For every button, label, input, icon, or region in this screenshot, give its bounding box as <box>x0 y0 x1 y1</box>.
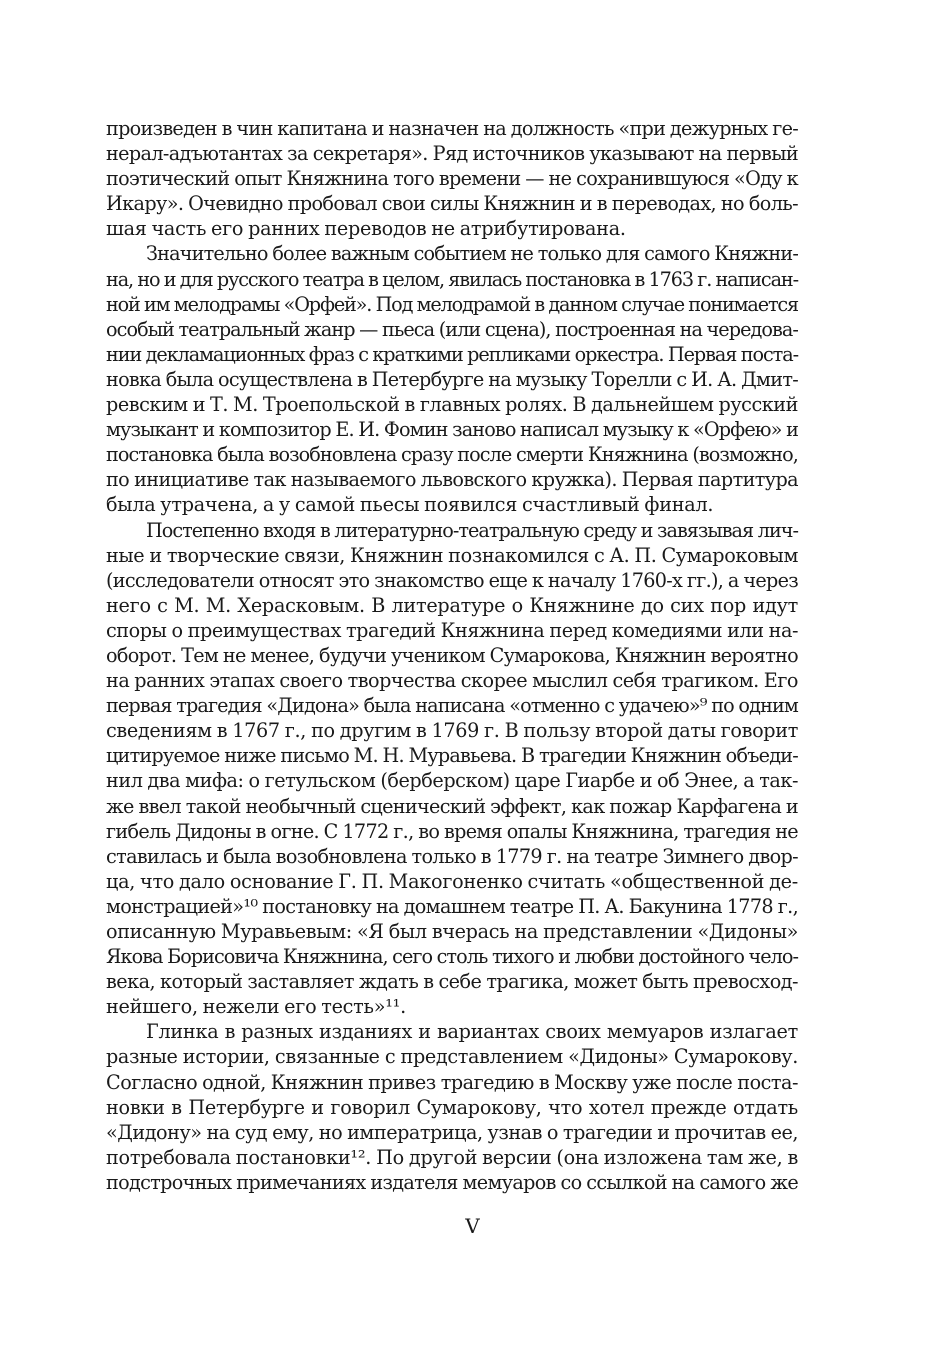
text-line: новки в Петербурге и говорил Сумарокову, что хотел прежде отдать <box>106 1095 798 1119</box>
text-line: первая трагедия «Дидона» была написана «отменно с удачею»⁹ по одним <box>106 694 798 718</box>
page-number: V <box>465 1214 480 1238</box>
text-line: ной им мелодрамы «Орфей». Под мелодрамой в данном случае понимается <box>106 292 798 316</box>
text-line: Икару». Очевидно пробовал свои силы Княжнин и в переводах, но боль- <box>106 192 798 216</box>
text-line: споры о преимуществах трагедий Княжнина перед комедиями или на- <box>106 618 798 642</box>
text-line: Постепенно входя в литературно-театральную среду и завязывая лич- <box>146 518 798 542</box>
text-line: же ввел такой необычный сценический эффект, как пожар Карфагена и <box>106 794 798 818</box>
text-line: на ранних этапах своего творчества скорее мыслил себя трагиком. Его <box>106 669 798 693</box>
text-line: века, который заставляет ждать в себе трагика, может быть превосход- <box>106 970 798 994</box>
text-line: особый театральный жанр — пьеса (или сцена), построенная на чередова- <box>106 317 798 341</box>
text-line: постановка была возобновлена сразу после смерти Княжнина (возможно, <box>106 443 798 467</box>
text-line: ные и творческие связи, Княжнин познакомился с А. П. Сумароковым <box>106 543 798 567</box>
text-line: подстрочных примечаниях издателя мемуаров со ссылкой на самого же <box>106 1170 798 1194</box>
text-line: нил два мифа: о гетульском (берберском) царе Гиарбе и об Энее, а так- <box>106 769 798 793</box>
text-line: Согласно одной, Княжнин привез трагедию в Москву уже после поста- <box>106 1070 798 1094</box>
text-line: по инициативе так называемого львовского кружка). Первая партитура <box>106 468 798 492</box>
text-line: «Дидону» на суд ему, но императрица, узнав о трагедии и прочитав ее, <box>106 1120 798 1144</box>
text-line: цитируемое ниже письмо М. Н. Муравьева. В трагедии Княжнин объеди- <box>106 744 798 768</box>
text-line: (исследователи относят это знакомство еще к началу 1760-х гг.), а через <box>106 568 798 592</box>
text-line: потребовала постановки¹². По другой версии (она изложена там же, в <box>106 1145 798 1169</box>
text-line: Значительно более важным событием не только для самого Княжни- <box>146 242 798 266</box>
paragraph-4 <box>106 1019 798 1195</box>
text-line: ставилась и была возобновлена только в 1779 г. на театре Зимнего двор- <box>106 844 798 868</box>
text-line: ревским и Т. М. Троепольской в главных ролях. В дальнейшем русский <box>106 393 798 417</box>
text-line: гибель Дидоны в огне. С 1772 г., во время опалы Княжнина, трагедия не <box>106 819 798 843</box>
text-line: разные истории, связанные с представлением «Дидоны» Сумарокову. <box>106 1045 798 1069</box>
text-line: нерал-адъютантах за секретаря». Ряд источников указывают на первый <box>106 142 798 166</box>
text-line: новка была осуществлена в Петербурге на музыку Торелли с И. А. Дмит- <box>106 367 798 391</box>
text-line: поэтический опыт Княжнина того времени — не сохранившуюся «Оду к <box>106 167 798 191</box>
text-line: на, но и для русского театра в целом, явилась постановка в 1763 г. написан- <box>106 267 798 291</box>
text-line: была утрачена, а у самой пьесы появился счастливый финал. <box>106 493 714 517</box>
text-line: ца, что дало основание Г. П. Макогоненко считать «общественной де- <box>106 869 798 893</box>
text-line: произведен в чин капитана и назначен на должность «при дежурных ге- <box>106 117 798 140</box>
paragraph-3 <box>106 518 798 1020</box>
text-line: сведениям в 1767 г., по другим в 1769 г. В пользу второй даты говорит <box>106 719 798 743</box>
text-line: него с М. М. Херасковым. В литературе о Княжнине до сих пор идут <box>106 593 798 617</box>
text-line: нии декламационных фраз с краткими репликами оркестра. Первая поста- <box>106 342 798 366</box>
text-line: описанную Муравьевым: «Я был вчерась на представлении «Дидоны» <box>106 920 798 943</box>
document-body <box>106 116 798 1195</box>
paragraph-2 <box>106 241 798 517</box>
text-line: Глинка в разных изданиях и вариантах своих мемуаров излагает <box>146 1020 798 1044</box>
text-line: монстрацией»¹⁰ постановку на домашнем театре П. А. Бакунина 1778 г., <box>106 894 798 918</box>
text-line: Якова Борисовича Княжнина, сего столь тихого и любви достойного чело- <box>106 945 798 969</box>
text-line: нейшего, нежели его тесть»¹¹. <box>106 995 406 1019</box>
text-line: музыкант и композитор Е. И. Фомин заново написал музыку к «Орфею» и <box>106 418 798 442</box>
text-line: оборот. Тем не менее, будучи учеником Сумарокова, Княжнин вероятно <box>106 643 798 667</box>
paragraph-1 <box>106 116 798 241</box>
text-line: шая часть его ранних переводов не атрибутирована. <box>106 217 626 241</box>
